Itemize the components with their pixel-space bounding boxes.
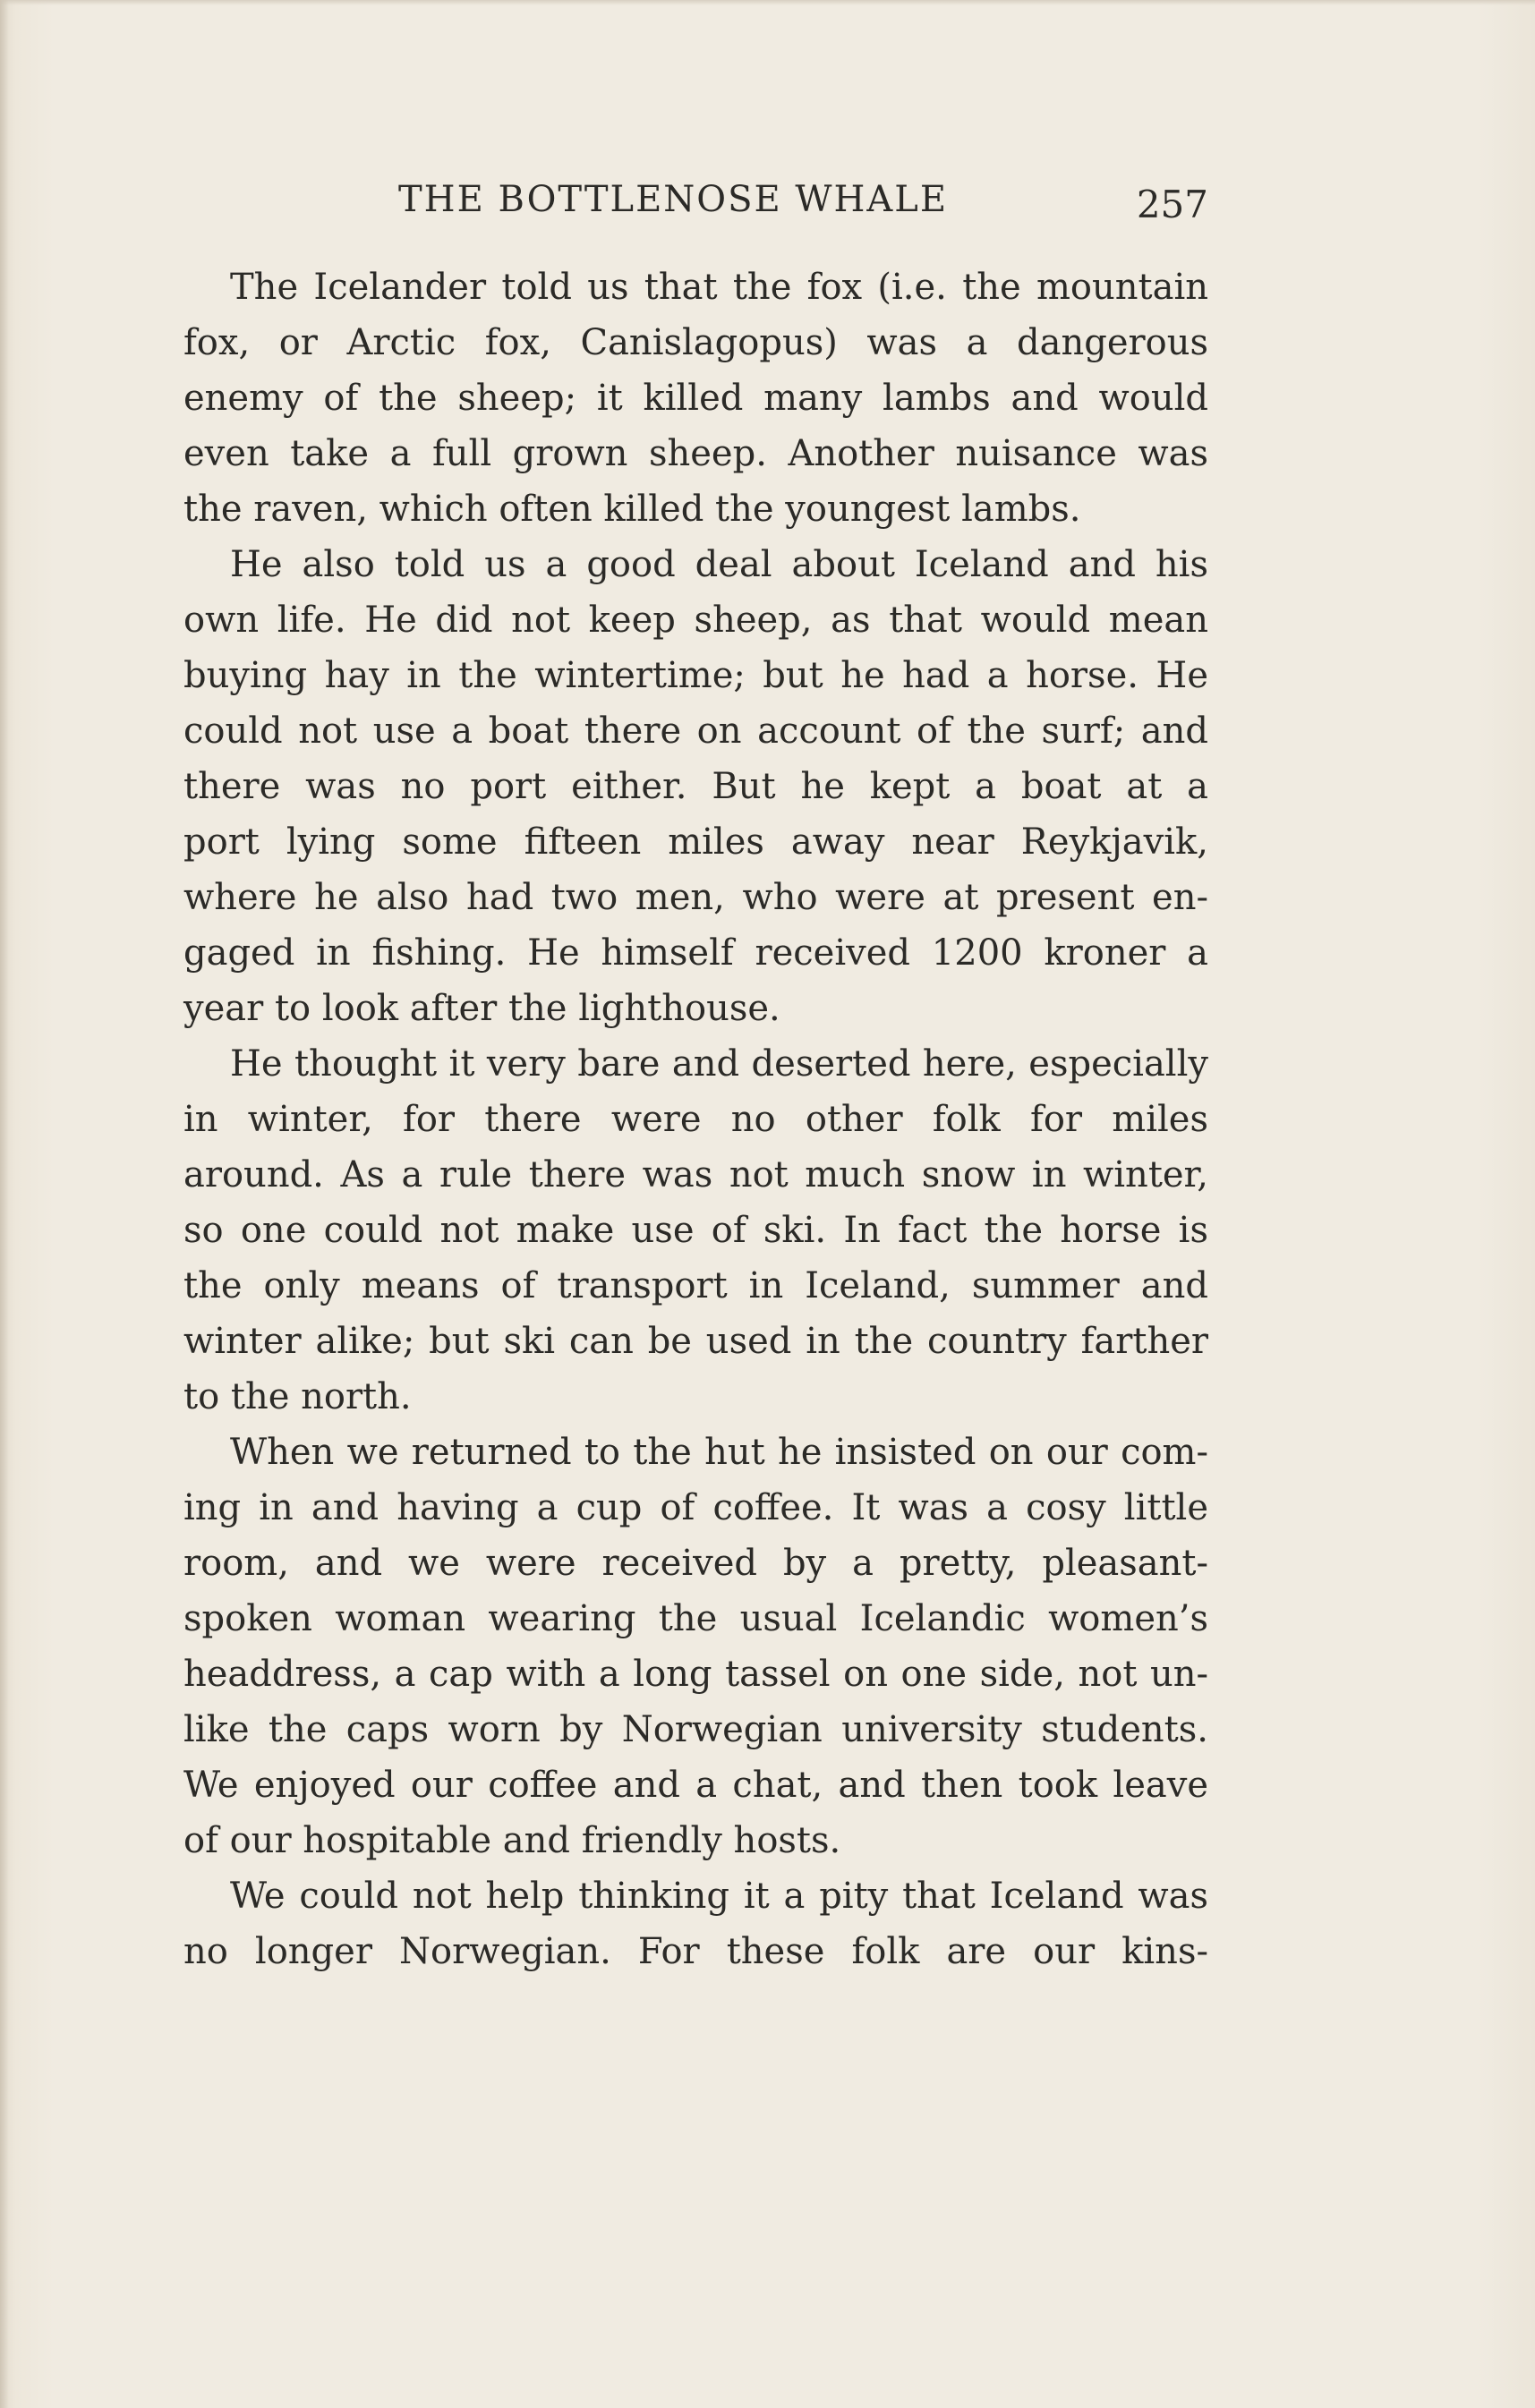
page-number: 257: [1136, 183, 1208, 226]
text-line: there was no port either. But he kept a boat at a: [183, 766, 1208, 807]
text-line: headdress, a cap with a long tassel on one side, not un-: [183, 1654, 1208, 1695]
paragraph-icelander-life: [183, 537, 1208, 1036]
text-line: own life. He did not keep sheep, as that would mean: [183, 600, 1208, 641]
text-line: to the north.: [183, 1376, 412, 1417]
paragraph-norwegian: [183, 1868, 1208, 1979]
text-line: where he also had two men, who were at present en-: [183, 877, 1208, 918]
text-line: the raven, which often killed the youngest lambs.: [183, 489, 1081, 530]
running-title: THE BOTTLENOSE WHALE: [398, 179, 949, 220]
text-line: He thought it very bare and deserted here, especially: [230, 1043, 1208, 1085]
text-line: enemy of the sheep; it killed many lambs and would: [183, 378, 1208, 419]
text-line: around. As a rule there was not much snow in winter,: [183, 1154, 1208, 1195]
text-line: room, and we were received by a pretty, pleasant-: [183, 1543, 1208, 1584]
text-line: He also told us a good deal about Iceland and his: [230, 544, 1208, 585]
text-line: the only means of transport in Iceland, summer and: [183, 1265, 1208, 1306]
text-line: port lying some fifteen miles away near Reykjavik,: [183, 821, 1208, 863]
text-line: no longer Norwegian. For these folk are our kins-: [183, 1931, 1208, 1972]
text-line: The Icelander told us that the fox (i.e. the mountain: [230, 267, 1208, 308]
text-line: ing in and having a cup of coffee. It was a cosy little: [183, 1487, 1208, 1528]
text-line: We enjoyed our coffee and a chat, and then took leave: [183, 1765, 1208, 1806]
text-line: spoken woman wearing the usual Icelandic women’s: [183, 1598, 1208, 1639]
text-line: fox, or Arctic fox, Canislagopus) was a dangerous: [183, 322, 1208, 363]
text-line: even take a full grown sheep. Another nuisance was: [183, 433, 1208, 474]
text-line: When we returned to the hut he insisted on our com-: [230, 1432, 1208, 1473]
running-head: [183, 175, 1208, 238]
text-line: We could not help thinking it a pity that Iceland was: [230, 1876, 1208, 1917]
page-left-edge: [0, 0, 9, 2408]
text-line: winter alike; but ski can be used in the country farther: [183, 1321, 1208, 1362]
text-line: year to look after the lighthouse.: [183, 988, 780, 1029]
text-line: of our hospitable and friendly hosts.: [183, 1820, 841, 1861]
paragraph-fox-and-raven: [183, 260, 1208, 537]
text-line: buying hay in the wintertime; but he had a horse. He: [183, 655, 1208, 696]
text-line: in winter, for there were no other folk for miles: [183, 1099, 1208, 1140]
body-text: [183, 260, 1208, 1979]
paragraph-coffee: [183, 1425, 1208, 1868]
text-line: so one could not make use of ski. In fact the horse is: [183, 1210, 1208, 1251]
text-line: gaged in fishing. He himself received 1200 kroner a: [183, 932, 1208, 974]
text-line: could not use a boat there on account of the surf; and: [183, 710, 1208, 752]
page-top-edge: [0, 0, 1535, 5]
paragraph-winter: [183, 1036, 1208, 1425]
text-line: like the caps worn by Norwegian university students.: [183, 1709, 1208, 1750]
